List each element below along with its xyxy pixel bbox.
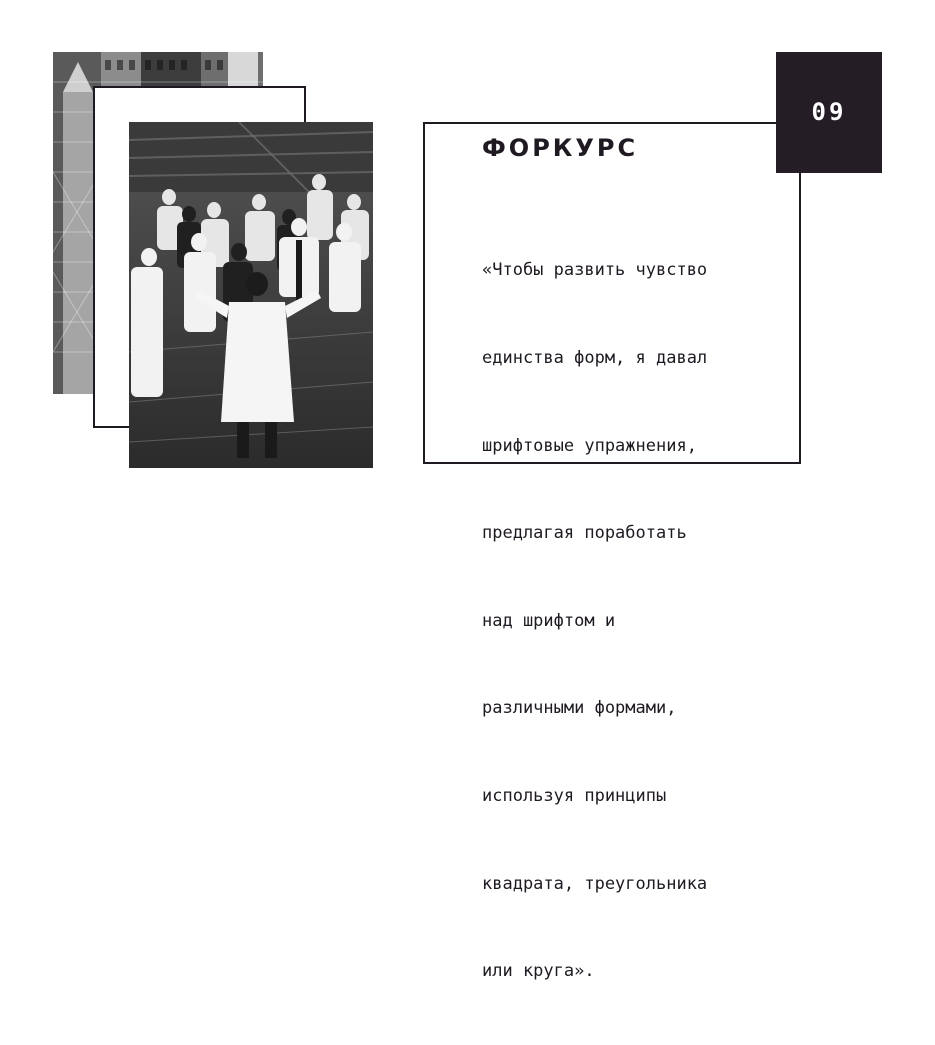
quote-line: используя принципы <box>482 786 667 807</box>
quote-card <box>423 122 801 982</box>
quote-text <box>482 198 707 1045</box>
dancers-in-white-coats-photo <box>129 122 373 468</box>
quote-line: квадрата, треугольника <box>482 873 708 894</box>
page-number-badge <box>776 52 882 173</box>
quote-line: или круга». <box>482 961 595 982</box>
quote-line: единства форм, я давал <box>482 348 708 369</box>
dancers-illustration <box>129 122 373 468</box>
quote-line: предлагая поработать <box>482 523 687 544</box>
quote-line: шрифтовые упражнения, <box>482 435 697 456</box>
quote-line: над шрифтом и <box>482 610 616 631</box>
quote-line: различными формами, <box>482 698 677 719</box>
slide-title: ФОРКУРС <box>482 134 639 162</box>
quote-line: «Чтобы развить чувство <box>482 260 708 281</box>
page-number: 09 <box>811 97 847 126</box>
